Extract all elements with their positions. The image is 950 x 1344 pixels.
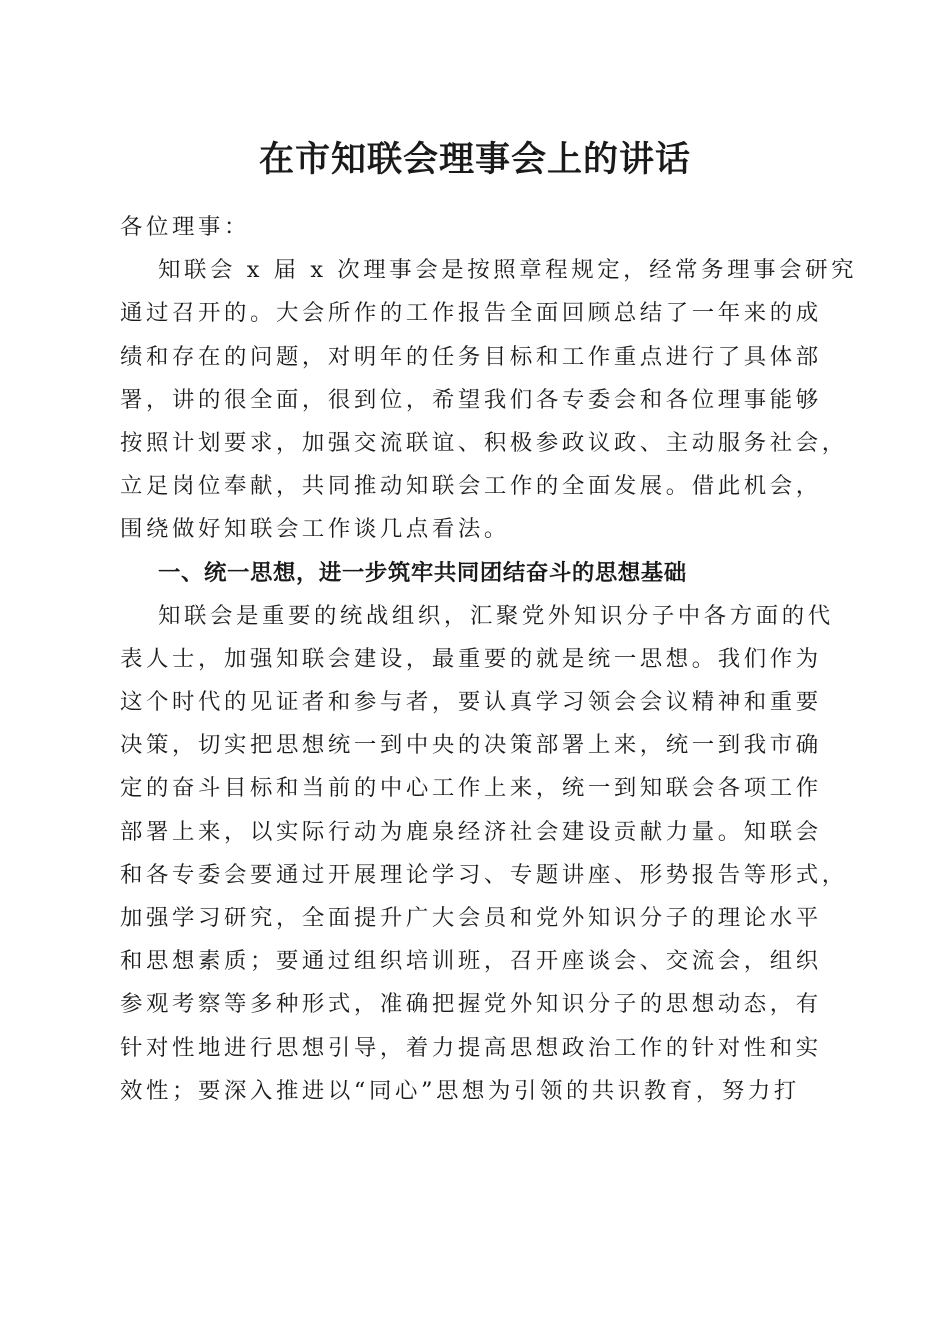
paragraph-line: 定的奋斗目标和当前的中心工作上来，统一到知联会各项工作 <box>120 775 822 802</box>
paragraph-line: 通过召开的。大会所作的工作报告全面回顾总结了一年来的成 <box>120 300 822 327</box>
paragraph-line: 参观考察等多种形式，准确把握党外知识分子的思想动态，有 <box>120 991 822 1018</box>
paragraph-line: 立足岗位奉献，共同推动知联会工作的全面发展。借此机会， <box>120 473 822 500</box>
paragraph-line: 署，讲的很全面，很到位，希望我们各专委会和各位理事能够 <box>120 386 822 413</box>
paragraph-line: 针对性地进行思想引导，着力提高思想政治工作的针对性和实 <box>120 1034 822 1061</box>
paragraph-line: 表人士，加强知联会建设，最重要的就是统一思想。我们作为 <box>120 645 822 672</box>
paragraph-1 <box>120 249 858 551</box>
paragraph-line: 决策，切实把思想统一到中央的决策部署上来，统一到我市确 <box>120 732 822 759</box>
document-body <box>120 206 858 1113</box>
paragraph-line: 绩和存在的问题，对明年的任务目标和工作重点进行了具体部 <box>120 343 822 370</box>
paragraph-line: 这个时代的见证者和参与者，要认真学习领会会议精神和重要 <box>120 689 822 716</box>
paragraph-line: 和各专委会要通过开展理论学习、专题讲座、形势报告等形式， <box>120 861 848 888</box>
paragraph-line: 围绕做好知联会工作谈几点看法。 <box>120 516 510 543</box>
paragraph-2 <box>120 595 848 1113</box>
paragraph-line: 和思想素质；要通过组织培训班，召开座谈会、交流会，组织 <box>120 948 822 975</box>
salutation: 各位理事： <box>120 214 250 240</box>
section-heading: 一、统一思想，进一步筑牢共同团结奋斗的思想基础 <box>158 559 687 586</box>
paragraph-line: 加强学习研究，全面提升广大会员和党外知识分子的理论水平 <box>120 905 822 931</box>
paragraph-line: 效性；要深入推进以“同心”思想为引领的共识教育，努力打 <box>120 1077 800 1104</box>
paragraph-line: 部署上来，以实际行动为鹿泉经济社会建设贡献力量。知联会 <box>120 818 822 845</box>
document-title: 在市知联会理事会上的讲话 <box>258 139 691 180</box>
paragraph-line: 知联会是重要的统战组织，汇聚党外知识分子中各方面的代 <box>158 602 834 629</box>
paragraph-line: 按照计划要求，加强交流联谊、积极参政议政、主动服务社会， <box>120 429 848 456</box>
paragraph-line: 知联会 x 届 x 次理事会是按照章程规定，经常务理事会研究 <box>158 257 858 284</box>
